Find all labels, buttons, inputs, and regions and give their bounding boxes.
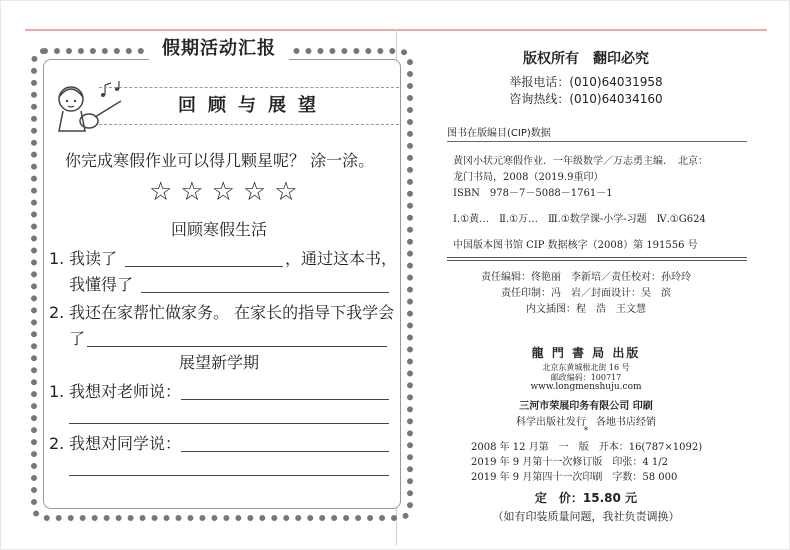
- activity-title: 假期活动汇报: [149, 37, 289, 61]
- rights-reserved: 版权所有 翻印必究: [523, 51, 649, 67]
- cip-line: 黄冈小状元寒假作业．一年级数学／万志勇主编． 北京：: [453, 156, 708, 167]
- section-outlook-heading: 展望新学期: [178, 353, 259, 372]
- item1-text-a: 我读了: [69, 249, 118, 268]
- staff-print-cover: 责任印制：冯 岩／封面设计：吴 滨: [501, 288, 671, 299]
- separator-star: *: [583, 426, 589, 436]
- publisher-postcode: 邮政编码：100717: [550, 373, 622, 382]
- item1-text-c: 我懂得了: [69, 275, 134, 294]
- teacher-message-blank-2[interactable]: [69, 423, 389, 424]
- item2-text-b: 了: [69, 329, 86, 348]
- quality-note: （如有印装质量问题，我社负责调换）: [492, 510, 680, 523]
- classmate-message-blank[interactable]: [181, 451, 389, 452]
- item4-text: 我想对同学说：: [69, 434, 182, 453]
- item-number: 1.: [49, 382, 65, 401]
- item-number: 2.: [49, 434, 65, 453]
- publisher-website: www.longmenshuju.com: [530, 382, 642, 392]
- item3-text: 我想对老师说：: [69, 382, 182, 401]
- edition-line: 2008 年 12 月第 一 版 开本：16(787×1092): [471, 442, 703, 453]
- housework-blank[interactable]: [87, 346, 387, 347]
- staff-illustration: 内文插图：程 浩 王文慧: [526, 304, 646, 315]
- item-number: 1.: [49, 249, 65, 268]
- section-review-heading: 回顾寒假生活: [170, 220, 267, 239]
- cip-rule-top: [447, 141, 747, 142]
- classmate-message-blank-2[interactable]: [69, 475, 389, 476]
- cip-line: Ⅰ.①黄… Ⅱ.①万… Ⅲ.①数学课-小学-习题 Ⅳ.①G624: [453, 214, 706, 225]
- edition-line: 2019 年 9 月第十一次修订版 印张：4 1/2: [471, 457, 668, 468]
- item1-text-b: ，通过这本书，: [285, 249, 398, 268]
- distribution: 科学出版社发行 各地书店经销: [516, 417, 656, 428]
- book-read-blank[interactable]: [125, 266, 283, 267]
- cip-rule-bottom: [447, 257, 747, 261]
- edition-line: 2019 年 9 月第四十一次印刷 字数：58 000: [471, 472, 678, 483]
- cip-title: 图书在版编目(CIP)数据: [447, 128, 551, 139]
- cip-line: 中国版本图书馆 CIP 数据核字（2008）第 191556 号: [453, 240, 698, 251]
- cip-line: 龙门书局，2008（2019.9重印）: [453, 172, 604, 183]
- hotline: 咨询热线：(010)64034160: [509, 92, 663, 106]
- teacher-message-blank[interactable]: [181, 399, 389, 400]
- publisher: 龍 門 書 局 出版: [531, 346, 641, 360]
- printer: 三河市荣展印务有限公司 印刷: [519, 401, 653, 412]
- report-phone: 举报电话：(010)64031958: [509, 75, 663, 89]
- rating-stars[interactable]: ☆☆☆☆☆: [149, 177, 306, 207]
- price: 定 价：15.80 元: [534, 491, 638, 505]
- star-question: 你完成寒假作业可以得几颗星呢？ 涂一涂。: [65, 151, 375, 170]
- item2-text-a: 我还在家帮忙做家务。 在家长的指导下我学会: [69, 303, 395, 322]
- cip-line: ISBN 978－7－5088－1761－1: [453, 188, 613, 199]
- publisher-address: 北京东黄城根北街 16 号: [542, 363, 630, 372]
- staff-editors: 责任编辑：佟艳丽 李新培／责任校对：孙玲玲: [481, 272, 691, 283]
- item-number: 2.: [49, 303, 65, 322]
- learned-blank[interactable]: [141, 292, 389, 293]
- review-title: 回顾与展望: [178, 95, 328, 116]
